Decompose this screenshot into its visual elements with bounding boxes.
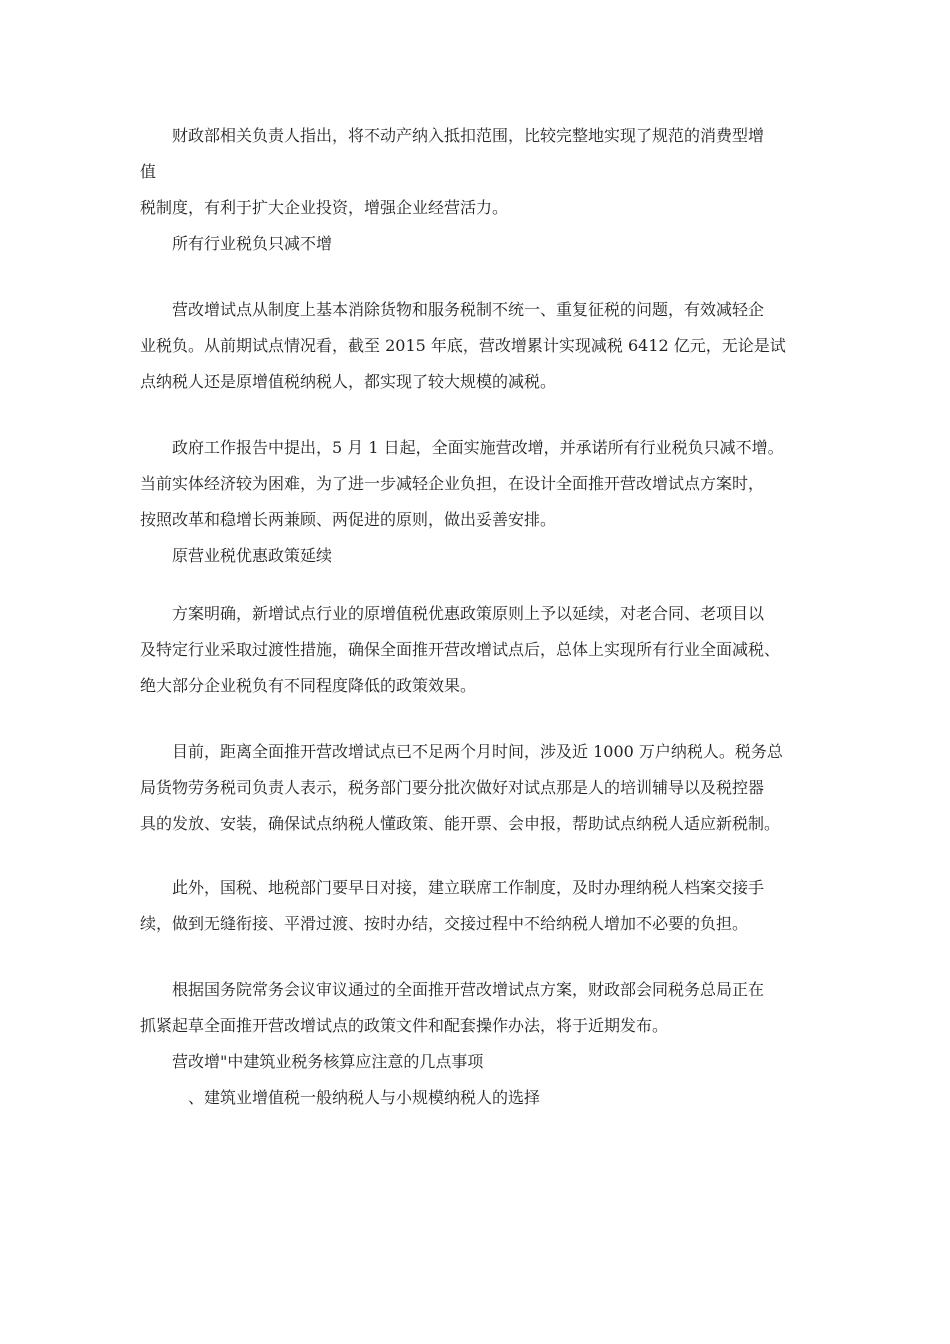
paragraph-line: 政府工作报告中提出，5 月 1 日起，全面实施营改增，并承诺所有行业税负只减不增。 <box>172 438 784 457</box>
paragraph-5 <box>140 734 812 842</box>
paragraph-line: 此外，国税、地税部门要早日对接，建立联席工作制度，及时办理纳税人档案交接手 <box>172 878 765 897</box>
paragraph-line: 点纳税人还是原增值税纳税人，都实现了较大规模的减税。 <box>140 372 557 391</box>
paragraph-line: 营改增试点从制度上基本消除货物和服务税制不统一、重复征税的问题，有效减轻企 <box>172 300 765 319</box>
paragraph-line: 局货物劳务税司负责人表示，税务部门要分批次做好对试点那是人的培训辅导以及税控器 <box>140 778 765 797</box>
section-heading-2: 原营业税优惠政策延续 <box>172 546 333 565</box>
paragraph-7 <box>140 972 812 1044</box>
paragraph-line: 目前，距离全面推开营改增试点已不足两个月时间，涉及近 1000 万户纳税人。税务总 <box>172 742 783 761</box>
paragraph-line: 及特定行业采取过渡性措施，确保全面推开营改增试点后，总体上实现所有行业全面减税、 <box>140 640 781 659</box>
paragraph-line: 当前实体经济较为困难，为了进一步减轻企业负担，在设计全面推开营改增试点方案时， <box>140 474 765 493</box>
paragraph-line: 按照改革和稳增长两兼顾、两促进的原则，做出妥善安排。 <box>140 510 557 529</box>
paragraph-line: 税制度，有利于扩大企业投资，增强企业经营活力。 <box>140 198 509 217</box>
paragraph-line: 方案明确，新增试点行业的原增值税优惠政策原则上予以延续，对老合同、老项目以 <box>172 604 765 623</box>
section-heading-3: 营改增"中建筑业税务核算应注意的几点事项 <box>172 1052 484 1071</box>
paragraph-line: 根据国务院常务会议审议通过的全面推开营改增试点方案，财政部会同税务总局正在 <box>172 980 765 999</box>
paragraph-3 <box>140 430 812 538</box>
section-heading-1: 所有行业税负只减不增 <box>172 234 333 253</box>
document-body <box>140 118 812 1116</box>
paragraph-6 <box>140 870 812 942</box>
paragraph-line: 具的发放、安装，确保试点纳税人懂政策、能开票、会申报，帮助试点纳税人适应新税制。 <box>140 814 781 833</box>
paragraph-line: 业税负。从前期试点情况看，截至 2015 年底，营改增累计实现减税 6412 亿元，无论是试 <box>140 336 786 355</box>
paragraph-4 <box>140 596 812 704</box>
paragraph-line: 财政部相关负责人指出，将不动产纳入抵扣范围，比较完整地实现了规范的消费型增 <box>172 126 765 145</box>
paragraph-1 <box>140 118 812 226</box>
paragraph-line: 续，做到无缝衔接、平滑过渡、按时办结，交接过程中不给纳税人增加不必要的负担。 <box>140 914 749 933</box>
paragraph-line: 抓紧起草全面推开营改增试点的政策文件和配套操作办法，将于近期发布。 <box>140 1016 669 1035</box>
section-subheading: 、建筑业增值税一般纳税人与小规模纳税人的选择 <box>188 1088 541 1107</box>
paragraph-line: 值 <box>140 162 157 181</box>
paragraph-2 <box>140 292 812 400</box>
paragraph-line: 绝大部分企业税负有不同程度降低的政策效果。 <box>140 676 477 695</box>
